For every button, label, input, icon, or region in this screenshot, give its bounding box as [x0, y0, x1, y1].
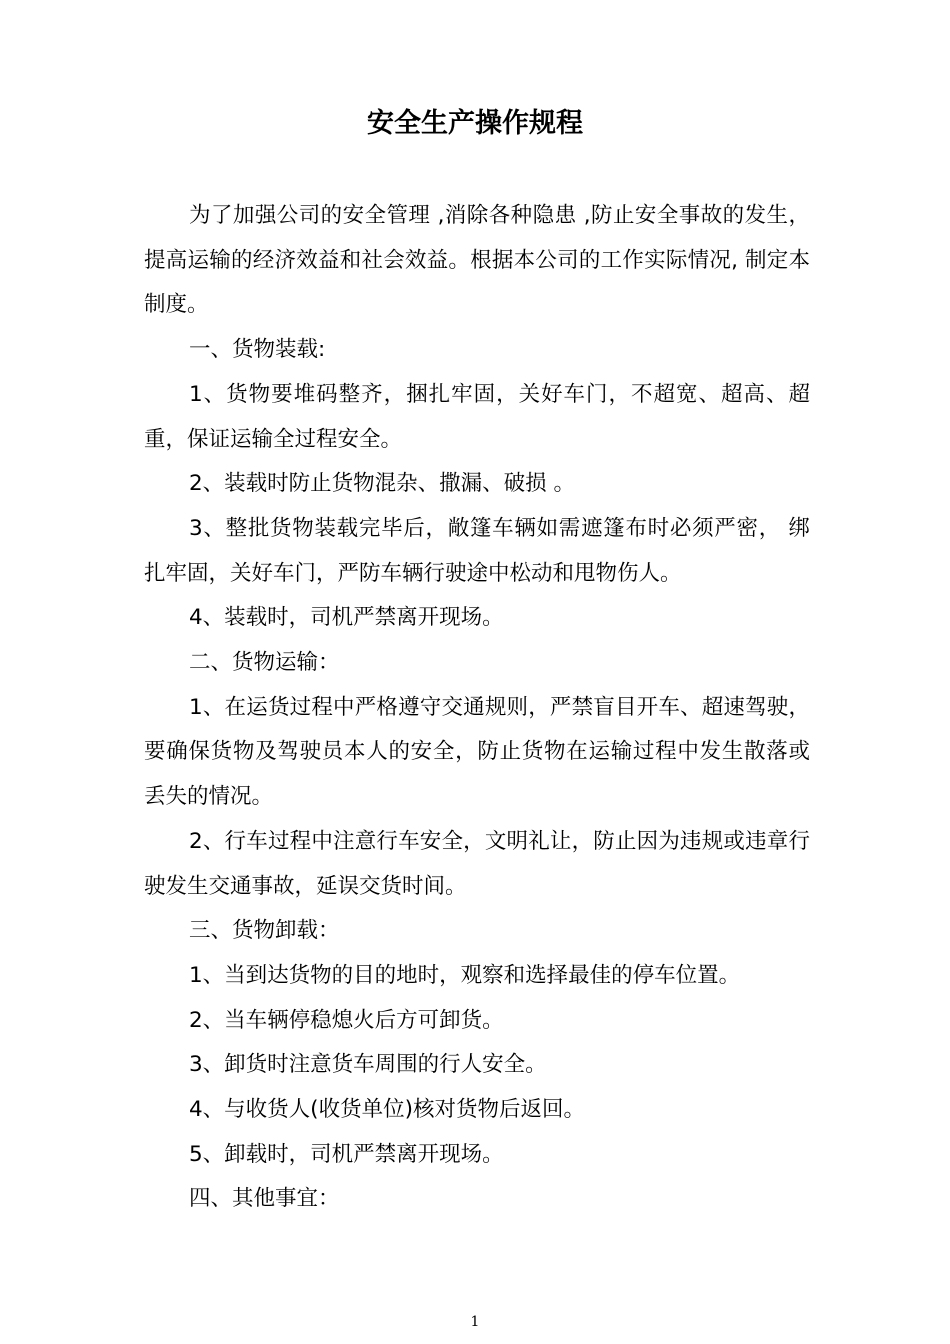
paragraph-loading-4: 4、装载时，司机严禁离开现场。 [189, 605, 504, 631]
paragraph-loading-3: 3、整批货物装载完毕后，敞篷车辆如需遮篷布时必须严密， 绑扎牢固，关好车门，严防车辆行驶途中松动和甩物伤人。 [144, 515, 810, 586]
paragraph-transport-1: 1、在运货过程中严格遵守交通规则，严禁盲目开车、超速驾驶，要确保货物及驾驶员本人的安全，防止货物在运输过程中发生散落或丢失的情况。 [144, 694, 810, 810]
page-title: 安全生产操作规程 [367, 108, 583, 139]
paragraph-unloading-4: 4、与收货人(收货单位)核对货物后返回。 [189, 1097, 585, 1123]
paragraph-intro: 为了加强公司的安全管理 ,消除各种隐患 ,防止安全事故的发生，提高运输的经济效益和社会效益。根据本公司的工作实际情况, 制定本制度。 [144, 203, 810, 318]
section-heading-unloading: 三、货物卸载： [189, 918, 340, 944]
paragraph-unloading-2: 2、当车辆停稳熄火后方可卸货。 [189, 1007, 504, 1033]
paragraph-unloading-5: 5、卸载时，司机严禁离开现场。 [189, 1141, 504, 1167]
page-number: 1 [470, 1314, 480, 1330]
paragraph-loading-2: 2、装载时防止货物混杂、撒漏、破损 。 [189, 471, 576, 497]
document-body [144, 194, 810, 1222]
paragraph-unloading-3: 3、卸货时注意货车周围的行人安全。 [189, 1052, 547, 1078]
paragraph-loading-1: 1、货物要堆码整齐，捆扎牢固，关好车门，不超宽、超高、超重，保证运输全过程安全。 [144, 381, 810, 452]
section-heading-transport: 二、货物运输： [189, 650, 340, 676]
paragraph-transport-2: 2、行车过程中注意行车安全，文明礼让，防止因为违规或违章行驶发生交通事故，延误交货时间。 [144, 828, 810, 899]
paragraph-unloading-1: 1、当到达货物的目的地时，观察和选择最佳的停车位置。 [189, 962, 741, 988]
section-heading-loading: 一、货物装载: [189, 337, 326, 363]
section-heading-other: 四、其他事宜： [189, 1186, 340, 1212]
